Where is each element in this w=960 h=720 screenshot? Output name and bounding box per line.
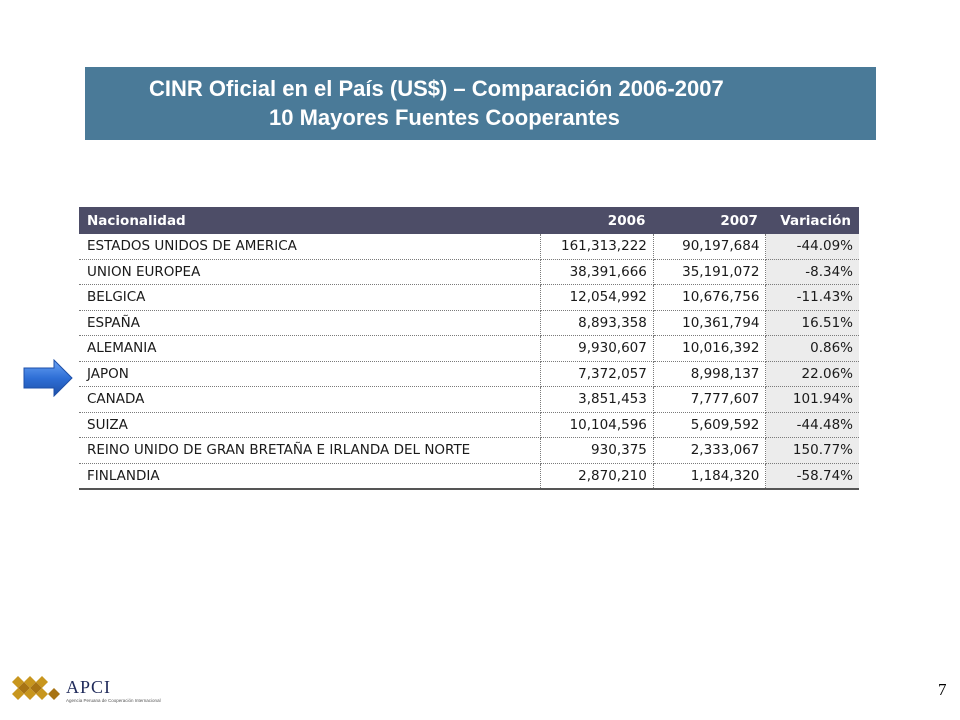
cell-2007: 7,777,607 [653,387,766,413]
column-header-2007: 2007 [653,207,766,234]
column-header-nationality: Nacionalidad [79,207,540,234]
cell-variation: 0.86% [766,336,859,362]
cell-2006: 9,930,607 [540,336,653,362]
cell-2007: 35,191,072 [653,259,766,285]
table-row [79,310,859,336]
cell-2006: 930,375 [540,438,653,464]
cell-variation: 101.94% [766,387,859,413]
cell-2006: 161,313,222 [540,234,653,259]
cell-2007: 10,676,756 [653,285,766,311]
table-row [79,463,859,489]
cell-variation: -44.09% [766,234,859,259]
cell-nationality: FINLANDIA [79,463,540,489]
cell-2006: 8,893,358 [540,310,653,336]
table-row [79,234,859,259]
cell-2006: 7,372,057 [540,361,653,387]
cell-2006: 38,391,666 [540,259,653,285]
cell-nationality: BELGICA [79,285,540,311]
column-header-variation: Variación [766,207,859,234]
cell-2006: 10,104,596 [540,412,653,438]
cell-nationality: SUIZA [79,412,540,438]
cell-2006: 3,851,453 [540,387,653,413]
cell-nationality: ESPAÑA [79,310,540,336]
cell-nationality: REINO UNIDO DE GRAN BRETAÑA E IRLANDA DEL NORTE [79,438,540,464]
cell-2006: 12,054,992 [540,285,653,311]
cell-2007: 10,361,794 [653,310,766,336]
table-row-highlighted [79,361,859,387]
logo-name: APCI [66,677,112,697]
page-number: 7 [938,680,947,699]
cell-2007: 10,016,392 [653,336,766,362]
right-arrow-icon [22,359,74,397]
cell-variation: -58.74% [766,463,859,489]
cell-variation: 150.77% [766,438,859,464]
cell-nationality: CANADA [79,387,540,413]
slide-title: CINR Oficial en el País (US$) – Comparación 2006-2007 [149,76,724,101]
cell-variation: -44.48% [766,412,859,438]
cell-2007: 1,184,320 [653,463,766,489]
table-row [79,387,859,413]
cell-2006: 2,870,210 [540,463,653,489]
cell-2007: 5,609,592 [653,412,766,438]
column-header-2006: 2006 [540,207,653,234]
cell-nationality: JAPON [79,361,540,387]
cell-2007: 8,998,137 [653,361,766,387]
table-header-row [79,207,859,234]
cell-variation: -11.43% [766,285,859,311]
slide-subtitle: 10 Mayores Fuentes Cooperantes [269,105,620,130]
table-row [79,285,859,311]
cell-variation: 16.51% [766,310,859,336]
cooperation-table [79,207,859,490]
cell-nationality: ESTADOS UNIDOS DE AMERICA [79,234,540,259]
table-row [79,259,859,285]
cell-2007: 90,197,684 [653,234,766,259]
table-row [79,438,859,464]
cell-nationality: UNION EUROPEA [79,259,540,285]
cell-variation: -8.34% [766,259,859,285]
cell-variation: 22.06% [766,361,859,387]
cell-2007: 2,333,067 [653,438,766,464]
table-row [79,412,859,438]
title-banner [85,67,876,140]
table-row [79,336,859,362]
logo-subtitle: Agencia Peruana de Cooperación Internacional [66,698,161,703]
cell-nationality: ALEMANIA [79,336,540,362]
